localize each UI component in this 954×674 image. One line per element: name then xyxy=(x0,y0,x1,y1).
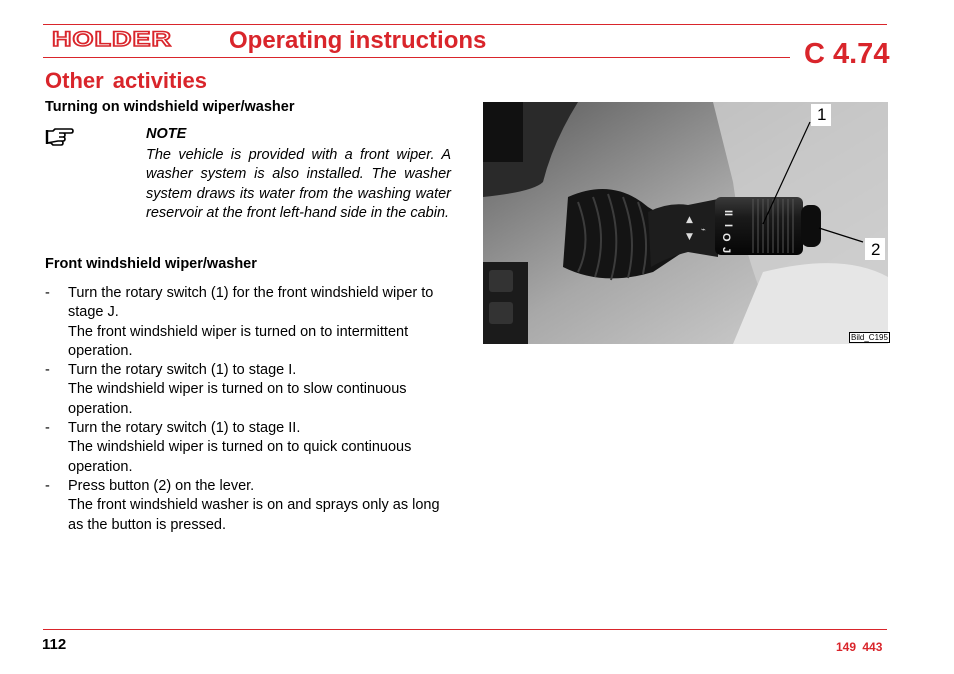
svg-text:▲: ▲ xyxy=(686,215,693,225)
switch-mark-off: ⌁ xyxy=(701,225,706,234)
document-title: Operating instructions xyxy=(229,27,487,54)
step-action: Turn the rotary switch (1) to stage I. xyxy=(68,362,297,379)
chapter-code: C 4.74 xyxy=(804,38,890,70)
note-label: NOTE xyxy=(146,126,187,142)
procedure-steps xyxy=(45,284,450,535)
step-result: The front windshield washer is on and sprays only as long as the button is pressed. xyxy=(68,497,440,533)
footer-rule xyxy=(43,629,887,630)
brand-logo: HOLDER xyxy=(52,27,172,51)
step-result: The windshield wiper is turned on to quick continuous operation. xyxy=(68,439,412,475)
section-subtitle: Turning on windshield wiper/washer xyxy=(45,99,295,115)
step-action: Turn the rotary switch (1) to stage II. xyxy=(68,420,301,437)
wiper-lever-illustration xyxy=(483,102,888,344)
switch-mark: O xyxy=(720,233,732,242)
switch-mark: II xyxy=(722,210,734,217)
document-number: 149 443 xyxy=(836,640,883,654)
wiper-lever-photo xyxy=(483,102,888,344)
step-action: Turn the rotary switch (1) for the front windshield wiper to stage J. xyxy=(68,285,434,321)
procedure-heading: Front windshield wiper/washer xyxy=(45,256,257,272)
switch-mark: I xyxy=(722,224,734,228)
header-rule-top xyxy=(43,24,887,25)
switch-mark: J xyxy=(720,247,732,254)
figure-caption: Bild_C195 xyxy=(851,333,888,342)
pointing-hand-icon xyxy=(44,125,74,147)
note-text: The vehicle is provided with a front wiper. A washer system is also installed. The washer system draws its water from the washing water reservoir at the front left-hand side in the cabin. xyxy=(146,147,451,221)
list-item: - Turn the rotary switch (1) for the front windshield wiper to stage J. The front windshield wiper is turned on to intermittent operation. xyxy=(45,284,450,361)
svg-text:▼: ▼ xyxy=(686,232,693,242)
page-number: 112 xyxy=(42,636,67,653)
section-title: Other activities xyxy=(45,68,207,93)
list-item: - Press button (2) on the lever. The front windshield washer is on and sprays only as long as the button is pressed. xyxy=(45,477,450,535)
header-rule-bottom xyxy=(43,57,790,58)
step-action: Press button (2) on the lever. xyxy=(68,477,255,494)
callout-2: 2 xyxy=(871,240,881,259)
step-result: The front windshield wiper is turned on to intermittent operation. xyxy=(68,323,409,359)
step-result: The windshield wiper is turned on to slow continuous operation. xyxy=(68,381,407,417)
list-item: - Turn the rotary switch (1) to stage II. The windshield wiper is turned on to quick continuous operation. xyxy=(45,419,450,477)
callout-1: 1 xyxy=(817,105,827,124)
list-item: - Turn the rotary switch (1) to stage I. The windshield wiper is turned on to slow continuous operation. xyxy=(45,361,450,419)
